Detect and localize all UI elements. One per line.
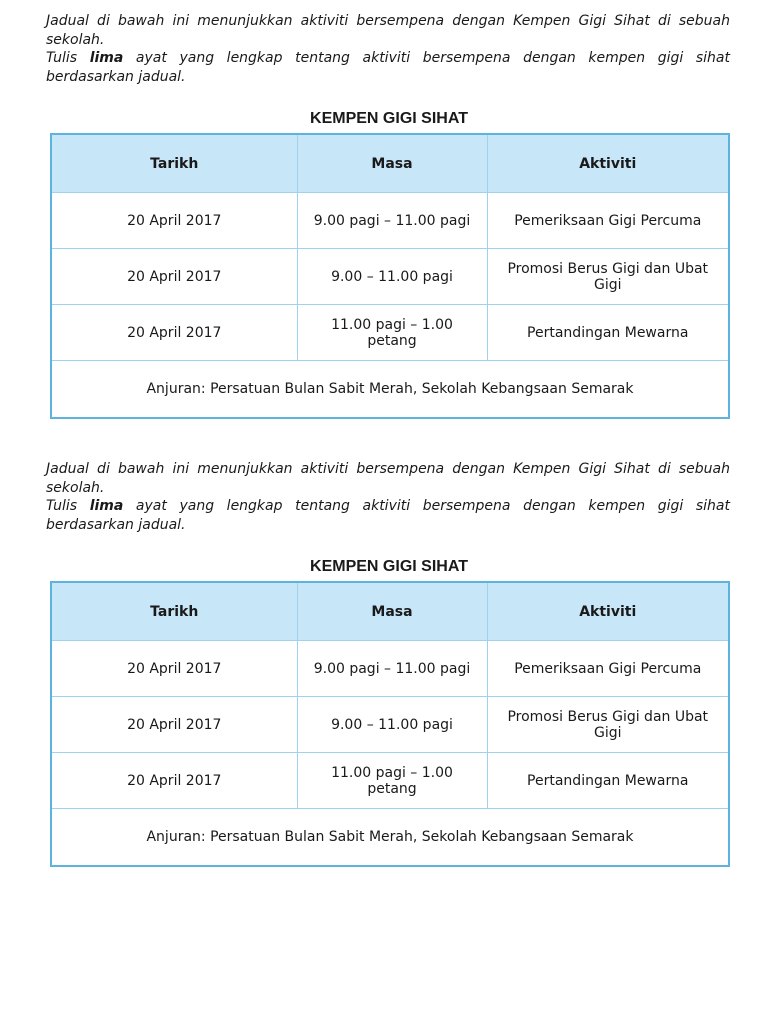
cell-aktiviti: Pertandingan Mewarna bbox=[487, 305, 729, 361]
instruction-line-2-start: Tulis bbox=[46, 498, 90, 514]
table-note-row bbox=[51, 361, 729, 419]
instruction-text bbox=[46, 12, 730, 86]
table-header-row bbox=[51, 582, 729, 641]
cell-masa: 9.00 pagi – 11.00 pagi bbox=[297, 193, 487, 249]
table-row bbox=[51, 697, 729, 753]
cell-masa: 9.00 – 11.00 pagi bbox=[297, 249, 487, 305]
instruction-emphasis: lima bbox=[89, 498, 124, 514]
instruction-line-2 bbox=[46, 497, 730, 534]
table-title: KEMPEN GIGI SIHAT bbox=[310, 558, 468, 575]
cell-tarikh: 20 April 2017 bbox=[51, 641, 297, 697]
table-note-row bbox=[51, 809, 729, 867]
cell-aktiviti: Pemeriksaan Gigi Percuma bbox=[487, 641, 729, 697]
header-aktiviti: Aktiviti bbox=[487, 134, 729, 193]
cell-aktiviti: Promosi Berus Gigi dan Ubat Gigi bbox=[487, 697, 729, 753]
cell-aktiviti: Pertandingan Mewarna bbox=[487, 753, 729, 809]
cell-masa: 11.00 pagi – 1.00 petang bbox=[297, 305, 487, 361]
cell-aktiviti: Promosi Berus Gigi dan Ubat Gigi bbox=[487, 249, 729, 305]
table-row bbox=[51, 193, 729, 249]
header-masa: Masa bbox=[297, 134, 487, 193]
instruction-text bbox=[46, 460, 730, 534]
table-title: KEMPEN GIGI SIHAT bbox=[310, 110, 468, 127]
table-row bbox=[51, 753, 729, 809]
organizer-note: Anjuran: Persatuan Bulan Sabit Merah, Sekolah Kebangsaan Semarak bbox=[51, 809, 729, 867]
header-masa: Masa bbox=[297, 582, 487, 641]
cell-tarikh: 20 April 2017 bbox=[51, 697, 297, 753]
organizer-note: Anjuran: Persatuan Bulan Sabit Merah, Sekolah Kebangsaan Semarak bbox=[51, 361, 729, 419]
instruction-line-2-end: ayat yang lengkap tentang aktiviti bersempena dengan kempen gigi sihat berdasarkan jadual. bbox=[46, 498, 730, 533]
cell-aktiviti: Pemeriksaan Gigi Percuma bbox=[487, 193, 729, 249]
cell-tarikh: 20 April 2017 bbox=[51, 193, 297, 249]
header-tarikh: Tarikh bbox=[51, 582, 297, 641]
cell-masa: 9.00 pagi – 11.00 pagi bbox=[297, 641, 487, 697]
cell-tarikh: 20 April 2017 bbox=[51, 249, 297, 305]
table-row bbox=[51, 249, 729, 305]
instruction-line-2-start: Tulis bbox=[46, 50, 90, 66]
cell-tarikh: 20 April 2017 bbox=[51, 305, 297, 361]
instruction-emphasis: lima bbox=[89, 50, 124, 66]
instruction-line-1: Jadual di bawah ini menunjukkan aktiviti bersempena dengan Kempen Gigi Sihat di sebuah sekolah. bbox=[46, 13, 730, 48]
cell-masa: 9.00 – 11.00 pagi bbox=[297, 697, 487, 753]
cell-tarikh: 20 April 2017 bbox=[51, 753, 297, 809]
instruction-line-1: Jadual di bawah ini menunjukkan aktiviti bersempena dengan Kempen Gigi Sihat di sebuah sekolah. bbox=[46, 461, 730, 496]
campaign-table bbox=[50, 581, 730, 867]
table-row bbox=[51, 305, 729, 361]
worksheet-block-2 bbox=[0, 460, 768, 867]
header-tarikh: Tarikh bbox=[51, 134, 297, 193]
header-aktiviti: Aktiviti bbox=[487, 582, 729, 641]
table-row bbox=[51, 641, 729, 697]
cell-masa: 11.00 pagi – 1.00 petang bbox=[297, 753, 487, 809]
worksheet-block-1 bbox=[0, 12, 768, 419]
instruction-line-2 bbox=[46, 49, 730, 86]
table-header-row bbox=[51, 134, 729, 193]
campaign-table bbox=[50, 133, 730, 419]
instruction-line-2-end: ayat yang lengkap tentang aktiviti bersempena dengan kempen gigi sihat berdasarkan jadual. bbox=[46, 50, 730, 85]
